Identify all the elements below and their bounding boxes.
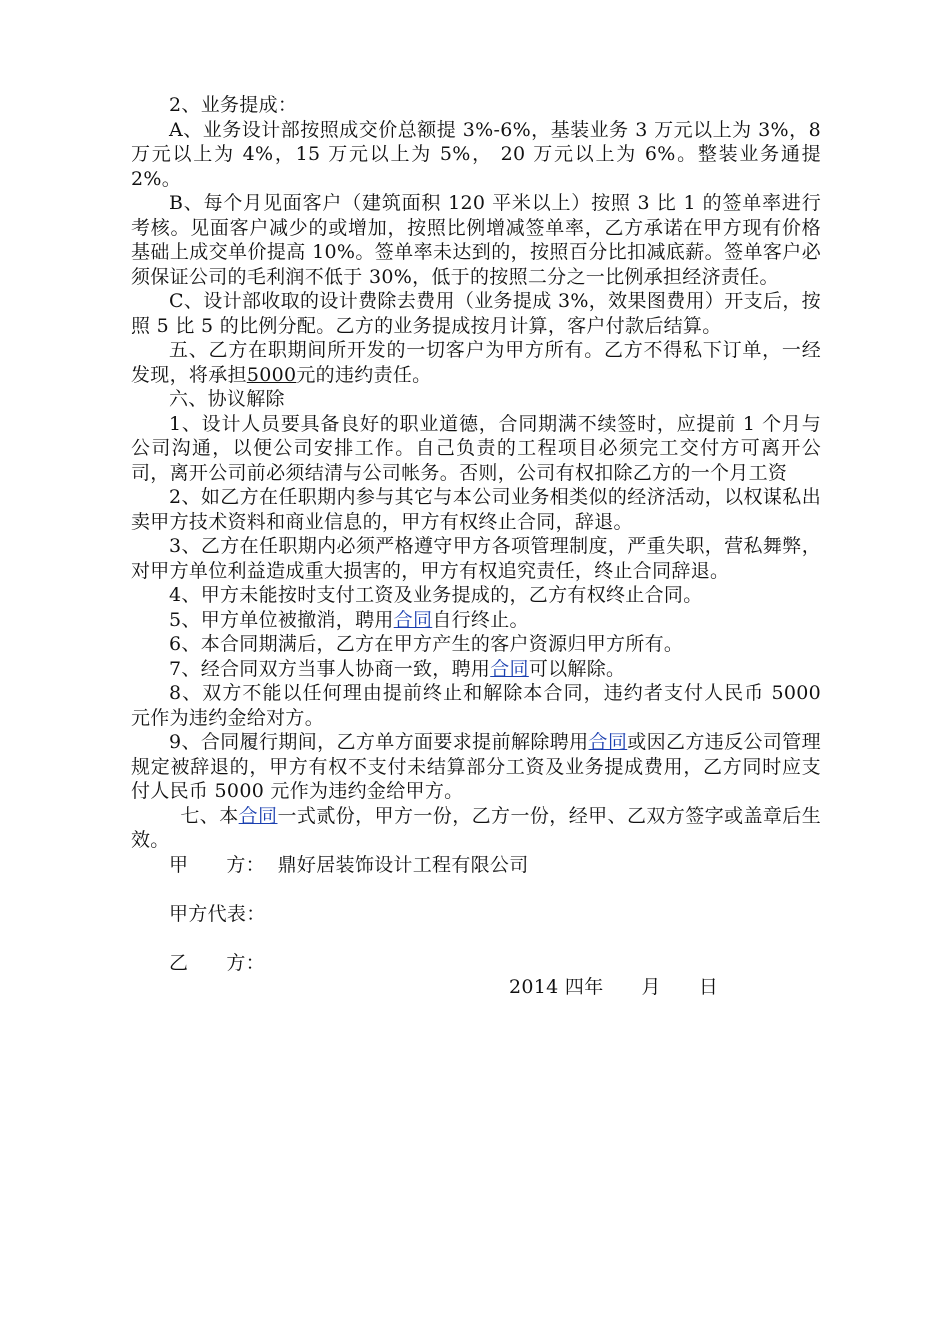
- contract-link[interactable]: 合同: [490, 657, 529, 680]
- item-9-text-after: 或因乙方违反公司管理规定被辞退的，甲方有权不支付未结算部分工资及业务提成费用，乙方同时应支付人民币 5000 元作为违约金给甲方。: [131, 731, 821, 802]
- section-6-item-8: 8、双方不能以任何理由提前终止和解除本合同，违约者支付人民币 5000 元作为违约金给对方。: [131, 682, 821, 729]
- signing-date: 2014 四年 月 日: [509, 976, 719, 998]
- contract-link[interactable]: 合同: [238, 804, 278, 827]
- section-6-heading: 六、协议解除: [169, 388, 285, 410]
- section-6-item-6: 6、本合同期满后，乙方在甲方产生的客户资源归甲方所有。: [169, 633, 684, 655]
- section-5-text-before: 五、乙方在职期间所开发的一切客户为甲方所有。乙方不得私下订单，一经发现，将承担: [131, 339, 821, 386]
- party-a-representative-line: 甲方代表：: [169, 902, 266, 925]
- contract-page: [131, 93, 821, 1000]
- section-5-text-after: 元的违约责任。: [296, 363, 432, 386]
- section-2-heading: 2、业务提成：: [169, 94, 298, 116]
- item-5-text-before: 5、甲方单位被撤消，聘用: [169, 608, 394, 631]
- section-5-paragraph: [131, 338, 821, 387]
- party-b-line: 乙 方：: [169, 951, 265, 974]
- section-2-item-b: B、每个月见面客户（建筑面积 120 平米以上）按照 3 比 1 的签单率进行考核。见面客户减少的或增加，按照比例增减签单率，乙方承诺在甲方现有价格基础上成交单价提高 10%。签单率未达到的，按照百分比扣减底薪。签单客户必须保证公司的毛利润不低于 30%，低于的按照二分之一比例承担经济责任。: [131, 192, 821, 288]
- penalty-amount: 5000: [246, 363, 297, 386]
- section-6-item-2: 2、如乙方在任职期内参与其它与本公司业务相类似的经济活动，以权谋私出卖甲方技术资料和商业信息的，甲方有权终止合同，辞退。: [131, 486, 821, 533]
- section-2-item-a: A、业务设计部按照成交价总额提 3%-6%，基装业务 3 万元以上为 3%，8 万元以上为 4%，15 万元以上为 5%， 20 万元以上为 6%。整装业务通提 2%。: [131, 118, 821, 190]
- contract-link[interactable]: 合同: [588, 731, 628, 753]
- section-7-text-before: 七、本: [180, 804, 239, 827]
- section-2-item-c: C、设计部收取的设计费除去费用（业务提成 3%，效果图费用）开支后，按照 5 比 5 的比例分配。乙方的业务提成按月计算，客户付款后结算。: [131, 290, 821, 337]
- section-6-item-5: [131, 608, 821, 633]
- contract-link[interactable]: 合同: [393, 608, 433, 631]
- section-6-item-9: [131, 730, 821, 804]
- item-5-text-after: 自行终止。: [432, 608, 529, 631]
- item-9-text-before: 9、合同履行期间，乙方单方面要求提前解除聘用: [169, 731, 589, 753]
- section-6-item-7: [131, 657, 821, 682]
- section-7-text-after: 一式贰份，甲方一份，乙方一份，经甲、乙双方签字或盖章后生效。: [131, 804, 821, 851]
- section-7-paragraph: [131, 804, 821, 853]
- party-a-line: 甲 方： 鼎好居装饰设计工程有限公司: [169, 853, 529, 876]
- spacer: [131, 877, 821, 902]
- section-6-item-3: 3、乙方在任职期内必须严格遵守甲方各项管理制度，严重失职，营私舞弊，对甲方单位利益造成重大损害的，甲方有权追究责任，终止合同辞退。: [131, 535, 821, 582]
- item-7-text-before: 7、经合同双方当事人协商一致，聘用: [169, 657, 491, 680]
- item-7-text-after: 可以解除。: [528, 657, 626, 680]
- section-6-item-1: 1、设计人员要具备良好的职业道德，合同期满不续签时，应提前 1 个月与公司沟通，以便公司安排工作。自己负责的工程项目必须完工交付方可离开公司，离开公司前必须结清与公司帐务。否则，公司有权扣除乙方的一个月工资: [131, 412, 821, 484]
- section-6-item-4: 4、甲方未能按时支付工资及业务提成的，乙方有权终止合同。: [169, 584, 703, 606]
- spacer: [131, 926, 821, 951]
